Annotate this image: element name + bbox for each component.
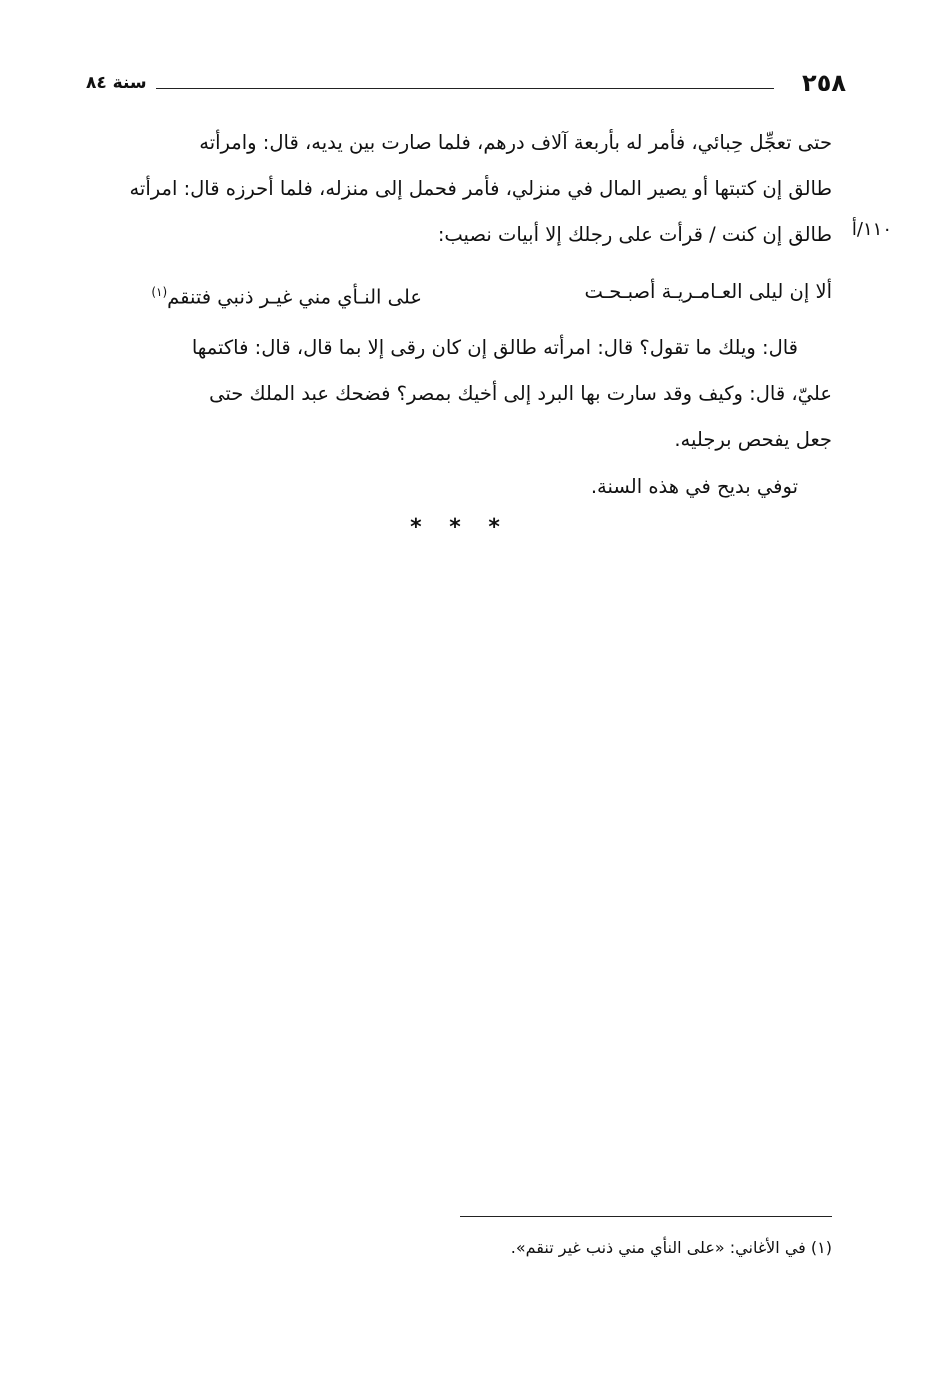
section-separator: * * * [410,515,510,540]
text-line: عليّ، قال: وكيف وقد سارت بها البرد إلى أخيك بمصر؟ فضحك عبد الملك حتى [209,382,832,405]
verse-second-hemistich-text: على النـأي مني غيـر ذنبي فتنقم [167,285,422,309]
text-line: حتى تعجِّل حِبائي، فأمر له بأربعة آلاف درهم، فلما صارت بين يديه، قال: وامرأته [199,131,832,154]
text-line: طالق إن كتبتها أو يصير المال في منزلي، فأمر فحمل إلى منزله، فلما أحرزه قال: امرأته [129,177,832,200]
text-line: طالق إن كنت / قرأت على رجلك إلا أبيات نصيب: [437,223,832,246]
paragraph-1 [82,120,832,258]
manuscript-folio-note: ١١٠/أ [851,219,892,240]
poem-verse [82,270,832,314]
page-number: ٢٥٨ [802,69,846,97]
verse-second-hemistich [151,270,422,320]
footnote: (١) في الأغاني: «على النأي مني ذنب غير تنقم». [510,1238,832,1257]
paragraph-3 [82,464,832,510]
footnote-reference: (١) [151,285,168,299]
text-line: قال: ويلك ما تقول؟ قال: امرأته طالق إن كان رقى إلا بما قال، قال: فاكتمها [191,336,798,359]
text-line: جعل يفحص برجليه. [674,428,832,451]
paragraph-2 [82,325,832,463]
running-title: سنة ٨٤ [86,73,147,93]
footnote-rule [460,1216,832,1217]
running-header [86,68,846,98]
text-line: توفي بديح في هذه السنة. [590,475,798,498]
header-rule [156,88,774,89]
verse-first-hemistich: ألا إن ليلى العـامـريـة أصبـحـت [584,280,832,303]
